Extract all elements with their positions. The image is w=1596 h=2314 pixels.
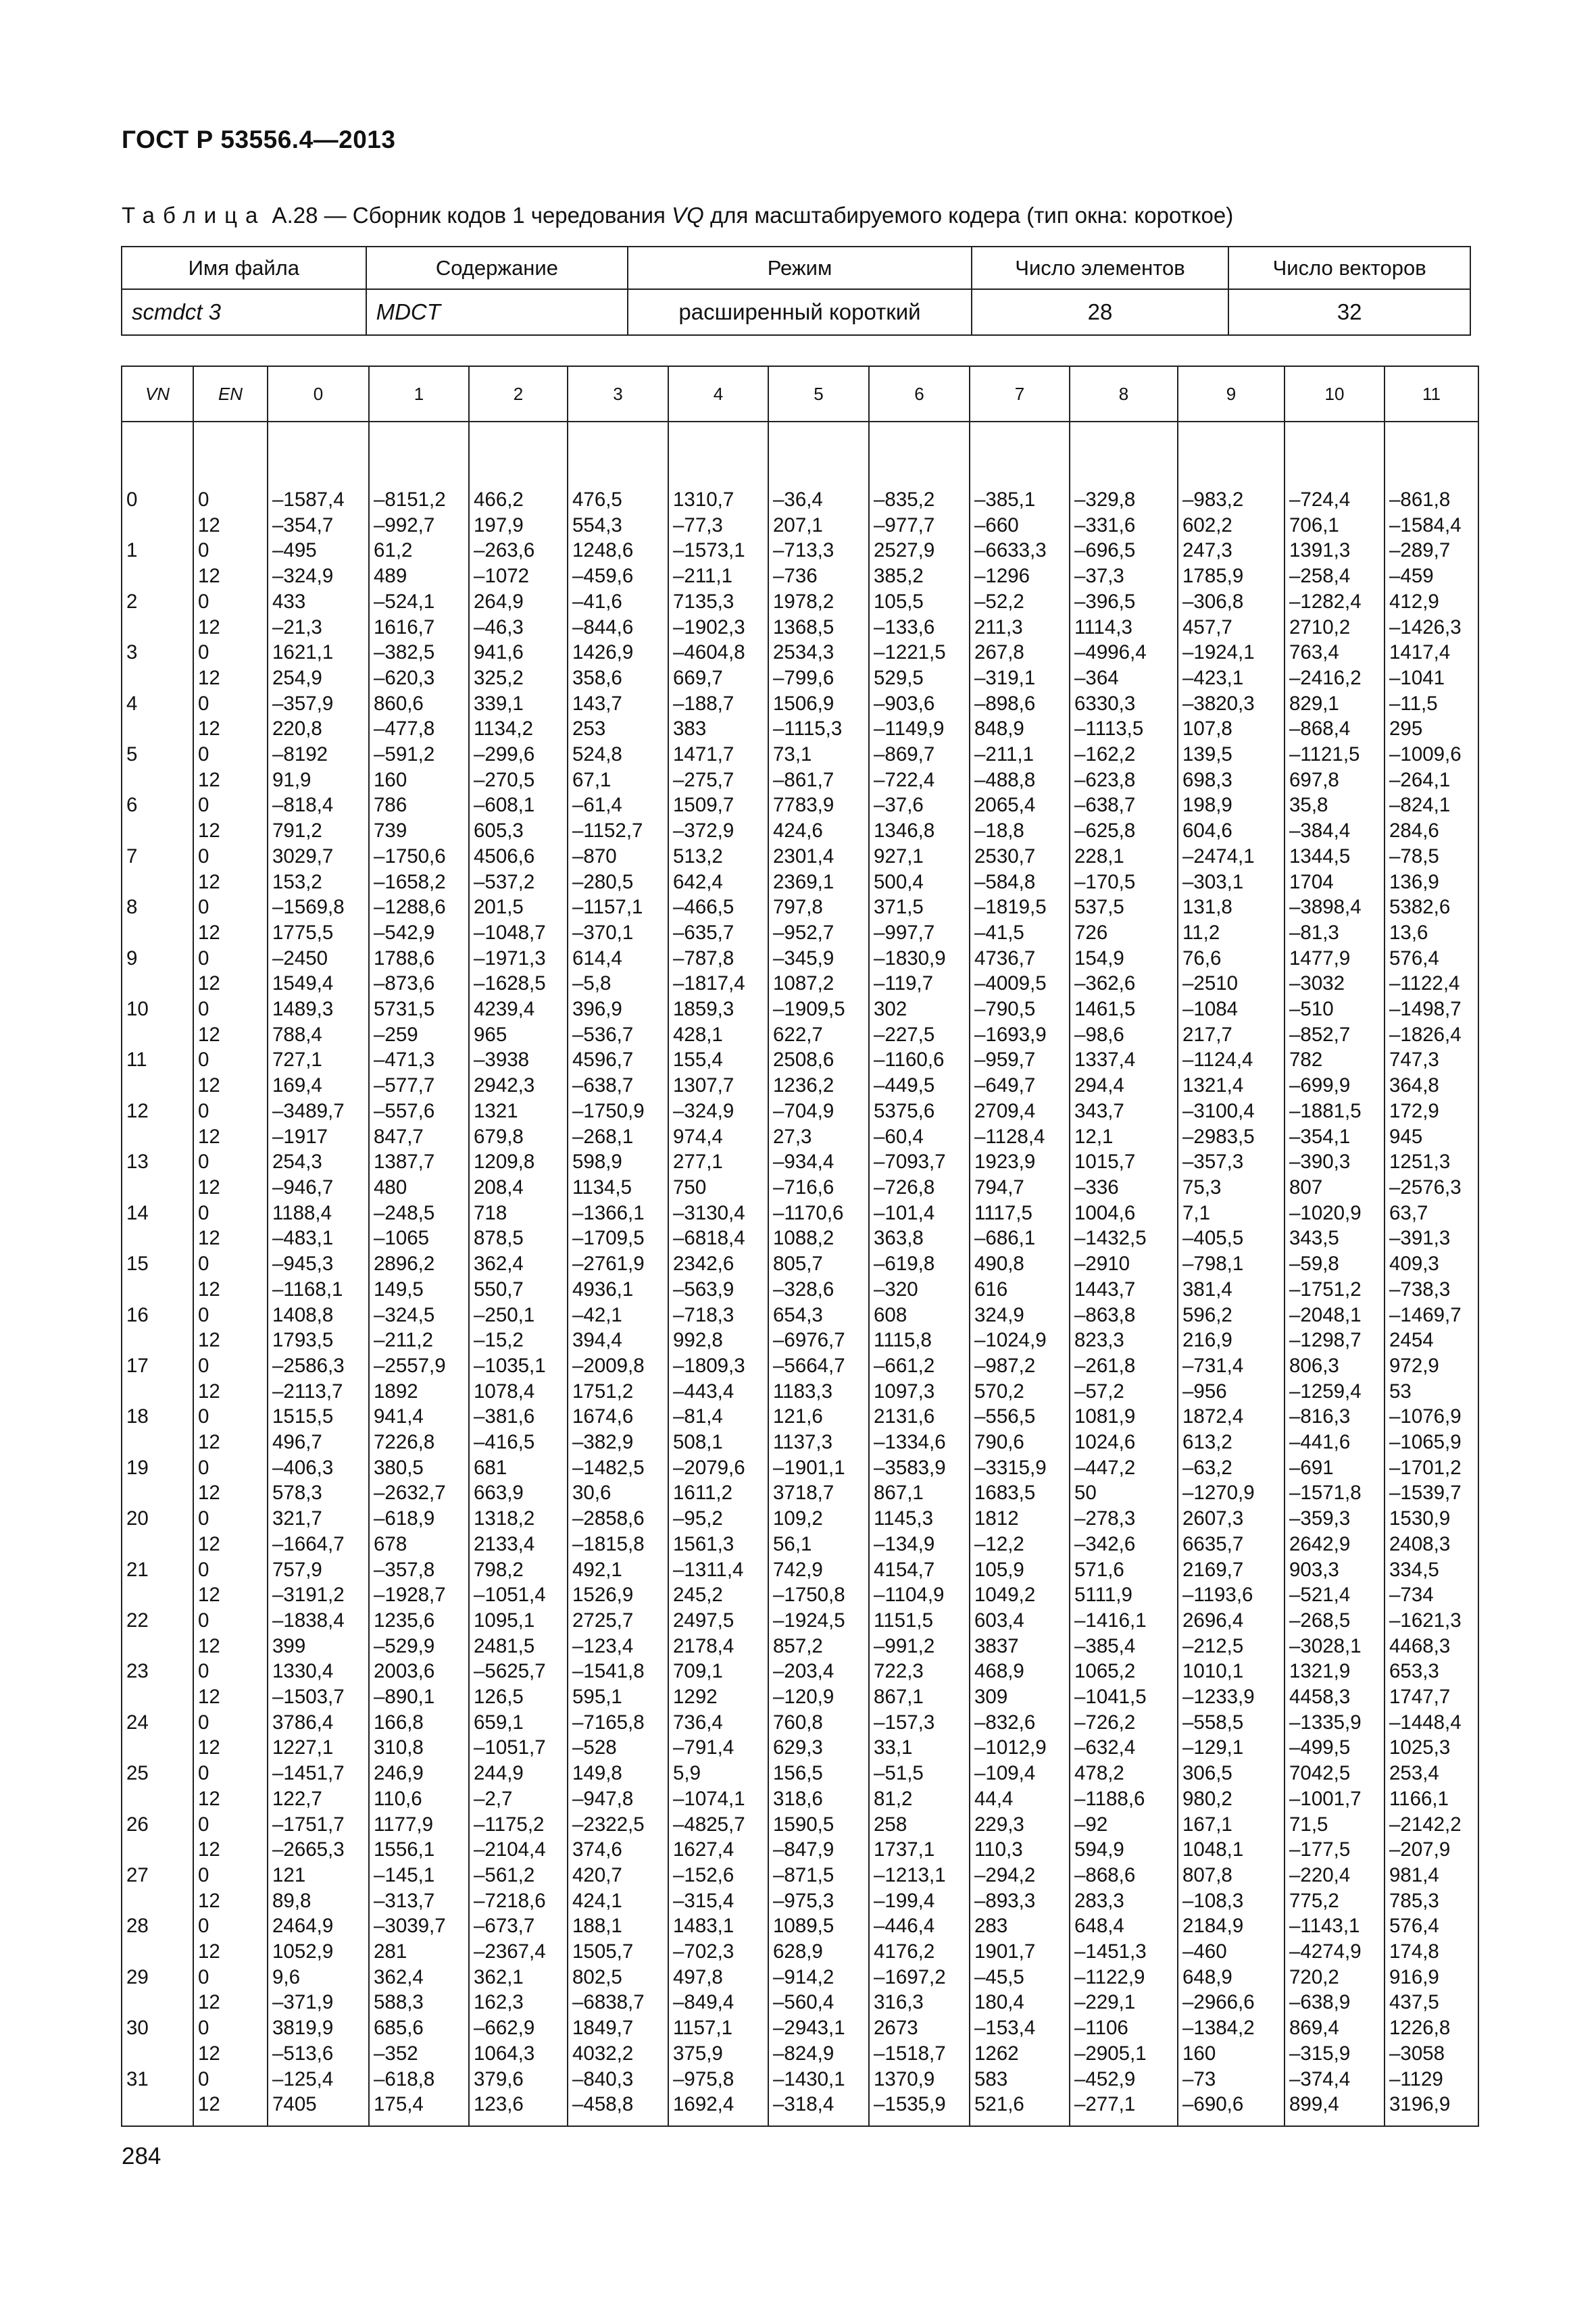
col-header-3: 3 [568,366,668,422]
info-table [121,246,1471,336]
col-9-values: –983,2 602,2 247,3 1785,9 –306,8 457,7 –1924,1 –423,1 –3820,3 107,8 139,5 698,3 198,9 604,6 –2474,1 –303,1 131,8 11,2 76,6 –2510 –1084 217,7 –1124,4 1321,4 –3100,4 –2983,5 –357,3 75,3 7,1 –405,5 –798,1 381,4 596,2 216,9 –731,4 –956 1872,4 613,2 –63,2 –1270,9 2607,3 6635,7 2169,7 –1193,6 2696,4 –212,5 1010,1 –1233,9 –558,5 –129,1 306,5 980,2 167,1 1048,1 807,8 –108,3 2184,9 –460 648,9 –2966,6 –1384,2 160 –73 –690,6 [1178,422,1285,2126]
col-5-values: –36,4 207,1 –713,3 –736 1978,2 1368,5 2534,3 –799,6 1506,9 –1115,3 73,1 –861,7 7783,9 424,6 2301,4 2369,1 797,8 –952,7 –345,9 1087,2 –1909,5 622,7 2508,6 1236,2 –704,9 27,3 –934,4 –716,6 –1170,6 1088,2 805,7 –328,6 654,3 –6976,7 –5664,7 1183,3 121,6 1137,3 –1901,1 3718,7 109,2 56,1 742,9 –1750,8 –1924,5 857,2 –203,4 –120,9 760,8 629,3 156,5 318,6 1590,5 –847,9 –871,5 –975,3 1089,5 628,9 –914,2 –560,4 –2943,1 –824,9 –1430,1 –318,4 [768,422,869,2126]
codebook-header-row [122,366,1478,422]
col-2-values: 466,2 197,9 –263,6 –1072 264,9 –46,3 941,6 325,2 339,1 1134,2 –299,6 –270,5 –608,1 605,3 4506,6 –537,2 201,5 –1048,7 –1971,3 –1628,5 4239,4 965 –3938 2942,3 1321 679,8 1209,8 208,4 718 878,5 362,4 550,7 –250,1 –15,2 –1035,1 1078,4 –381,6 –416,5 681 663,9 1318,2 2133,4 798,2 –1051,4 1095,1 2481,5 –5625,7 126,5 659,1 –1051,7 244,9 –2,7 –1175,2 –2104,4 –561,2 –7218,6 –673,7 –2367,4 362,1 162,3 –662,9 1064,3 379,6 123,6 [469,422,568,2126]
col-10-values: –724,4 706,1 1391,3 –258,4 –1282,4 2710,2 763,4 –2416,2 829,1 –868,4 –1121,5 697,8 35,8 –384,4 1344,5 1704 –3898,4 –81,3 1477,9 –3032 –510 –852,7 782 –699,9 –1881,5 –354,1 –390,3 807 –1020,9 343,5 –59,8 –1751,2 –2048,1 –1298,7 806,3 –1259,4 –816,3 –441,6 –691 –1571,8 –359,3 2642,9 903,3 –521,4 –268,5 –3028,1 1321,9 4458,3 –1335,9 –499,5 7042,5 –1001,7 71,5 –177,5 –220,4 775,2 –1143,1 –4274,9 720,2 –638,9 869,4 –315,9 –374,4 899,4 [1285,422,1385,2126]
col-header-8: 8 [1070,366,1178,422]
col-en-values: 0 12 0 12 0 12 0 12 0 12 0 12 0 12 0 12 0 12 0 12 0 12 0 12 0 12 0 12 0 12 0 12 0 12 0 12 0 12 0 12 0 12 0 12 0 12 0 12 0 12 0 12 0 12 0 12 0 12 0 12 0 12 0 12 [193,422,268,2126]
info-header-content: Содержание [366,247,628,289]
col-header-7: 7 [970,366,1070,422]
col-7-values: –385,1 –660 –6633,3 –1296 –52,2 211,3 267,8 –319,1 –898,6 848,9 –211,1 –488,8 2065,4 –18,8 2530,7 –584,8 –1819,5 –41,5 4736,7 –4009,5 –790,5 –1693,9 –959,7 –649,7 2709,4 –1128,4 1923,9 794,7 1117,5 –686,1 490,8 616 324,9 –1024,9 –987,2 570,2 –556,5 790,6 –3315,9 1683,5 1812 –12,2 105,9 1049,2 603,4 3837 468,9 309 –832,6 –1012,9 –109,4 44,4 229,3 110,3 –294,2 –893,3 283 1901,7 –45,5 180,4 –153,4 1262 583 521,6 [970,422,1070,2126]
col-header-1: 1 [369,366,469,422]
document-header: ГОСТ Р 53556.4—2013 [122,126,396,153]
caption-label: Таблица [122,203,266,228]
col-4-values: 1310,7 –77,3 –1573,1 –211,1 7135,3 –1902,3 –4604,8 669,7 –188,7 383 1471,7 –275,7 1509,7 –372,9 513,2 642,4 –466,5 –635,7 –787,8 –1817,4 1859,3 428,1 155,4 1307,7 –324,9 974,4 277,1 750 –3130,4 –6818,4 2342,6 –563,9 –718,3 992,8 –1809,3 –443,4 –81,4 508,1 –2079,6 1611,2 –95,2 1561,3 –1311,4 245,2 2497,5 2178,4 709,1 1292 736,4 –791,4 5,9 –1074,1 –4825,7 1627,4 –152,6 –315,4 1483,1 –702,3 497,8 –849,4 1157,1 375,9 –975,8 1692,4 [668,422,768,2126]
col-header-6: 6 [869,366,970,422]
col-header-2: 2 [469,366,568,422]
page-number: 284 [122,2143,161,2169]
col-header-en: EN [193,366,268,422]
col-header-9: 9 [1178,366,1285,422]
caption-vq: VQ [672,203,704,228]
col-6-values: –835,2 –977,7 2527,9 385,2 105,5 –133,6 –1221,5 529,5 –903,6 –1149,9 –869,7 –722,4 –37,6 1346,8 927,1 500,4 371,5 –997,7 –1830,9 –119,7 302 –227,5 –1160,6 –449,5 5375,6 –60,4 –7093,7 –726,8 –101,4 363,8 –619,8 –320 608 1115,8 –661,2 1097,3 2131,6 –1334,6 –3583,9 867,1 1145,3 –134,9 4154,7 –1104,9 1151,5 –991,2 722,3 867,1 –157,3 33,1 –51,5 81,2 258 1737,1 –1213,1 –199,4 –446,4 4176,2 –1697,2 316,3 2673 –1518,7 1370,9 –1535,9 [869,422,970,2126]
col-0-values: –1587,4 –354,7 –495 –324,9 433 –21,3 1621,1 254,9 –357,9 220,8 –8192 91,9 –818,4 791,2 3029,7 153,2 –1569,8 1775,5 –2450 1549,4 1489,3 788,4 727,1 169,4 –3489,7 –1917 254,3 –946,7 1188,4 –483,1 –945,3 –1168,1 1408,8 1793,5 –2586,3 –2113,7 1515,5 496,7 –406,3 578,3 321,7 –1664,7 757,9 –3191,2 –1838,4 399 1330,4 –1503,7 3786,4 1227,1 –1451,7 122,7 –1751,7 –2665,3 121 89,8 2464,9 1052,9 9,6 –371,9 3819,9 –513,6 –125,4 7405 [268,422,369,2126]
codebook-body-row [122,422,1478,2126]
info-filename: scmdct 3 [122,289,366,335]
codebook-table [121,366,1479,2127]
info-header-mode: Режим [628,247,972,289]
info-value-row [122,289,1470,335]
info-header-row [122,247,1470,289]
caption-text-end: для масштабируемого кодера (тип окна: короткое) [703,203,1234,228]
col-header-4: 4 [668,366,768,422]
col-11-values: –861,8 –1584,4 –289,7 –459 412,9 –1426,3 1417,4 –1041 –11,5 295 –1009,6 –264,1 –824,1 284,6 –78,5 136,9 5382,6 13,6 576,4 –1122,4 –1498,7 –1826,4 747,3 364,8 172,9 945 1251,3 –2576,3 63,7 –391,3 409,3 –738,3 –1469,7 2454 972,9 53 –1076,9 –1065,9 –1701,2 –1539,7 1530,9 2408,3 334,5 –734 –1621,3 4468,3 653,3 1747,7 –1448,4 1025,3 253,4 1166,1 –2142,2 –207,9 981,4 785,3 576,4 174,8 916,9 437,5 1226,8 –3058 –1129 3196,9 [1385,422,1478,2126]
caption-text: А.28 — Сборник кодов 1 чередования [266,203,672,228]
info-content: MDCT [366,289,628,335]
info-header-vectors: Число векторов [1228,247,1470,289]
col-vn-values: 0 1 2 3 4 5 6 7 8 9 10 11 12 13 14 15 16 17 18 19 20 21 22 23 24 25 26 27 28 29 30 31 [122,422,193,2126]
col-8-values: –329,8 –331,6 –696,5 –37,3 –396,5 1114,3 –4996,4 –364 6330,3 –1113,5 –162,2 –623,8 –638,7 –625,8 228,1 –170,5 537,5 726 154,9 –362,6 1461,5 –98,6 1337,4 294,4 343,7 12,1 1015,7 –336 1004,6 –1432,5 –2910 1443,7 –863,8 823,3 –261,8 –57,2 1081,9 1024,6 –447,2 50 –278,3 –342,6 571,6 5111,9 –1416,1 –385,4 1065,2 –1041,5 –726,2 –632,4 478,2 –1188,6 –92 594,9 –868,6 283,3 648,4 –1451,3 –1122,9 –229,1 –1106 –2905,1 –452,9 –277,1 [1070,422,1178,2126]
info-header-filename: Имя файла [122,247,366,289]
info-mode: расширенный короткий [628,289,972,335]
info-header-elements: Число элементов [972,247,1229,289]
col-header-5: 5 [768,366,869,422]
info-elements: 28 [972,289,1229,335]
col-header-vn: VN [122,366,193,422]
info-vectors: 32 [1228,289,1470,335]
table-caption [122,203,1233,228]
col-1-values: –8151,2 –992,7 61,2 489 –524,1 1616,7 –382,5 –620,3 860,6 –477,8 –591,2 160 786 739 –1750,6 –1658,2 –1288,6 –542,9 1788,6 –873,6 5731,5 –259 –471,3 –577,7 –557,6 847,7 1387,7 480 –248,5 –1065 2896,2 149,5 –324,5 –211,2 –2557,9 1892 941,4 7226,8 380,5 –2632,7 –618,9 678 –357,8 –1928,7 1235,6 –529,9 2003,6 –890,1 166,8 310,8 246,9 110,6 1177,9 1556,1 –145,1 –313,7 –3039,7 281 362,4 588,3 685,6 –352 –618,8 175,4 [369,422,469,2126]
col-3-values: 476,5 554,3 1248,6 –459,6 –41,6 –844,6 1426,9 358,6 143,7 253 524,8 67,1 –61,4 –1152,7 –870 –280,5 –1157,1 –370,1 614,4 –5,8 396,9 –536,7 4596,7 –638,7 –1750,9 –268,1 598,9 1134,5 –1366,1 –1709,5 –2761,9 4936,1 –42,1 394,4 –2009,8 1751,2 1674,6 –382,9 –1482,5 30,6 –2858,6 –1815,8 492,1 1526,9 2725,7 –123,4 –1541,8 595,1 –7165,8 –528 149,8 –947,8 –2322,5 374,6 420,7 424,1 188,1 1505,7 802,5 –6838,7 1849,7 4032,2 –840,3 –458,8 [568,422,668,2126]
col-header-11: 11 [1385,366,1478,422]
col-header-10: 10 [1285,366,1385,422]
col-header-0: 0 [268,366,369,422]
